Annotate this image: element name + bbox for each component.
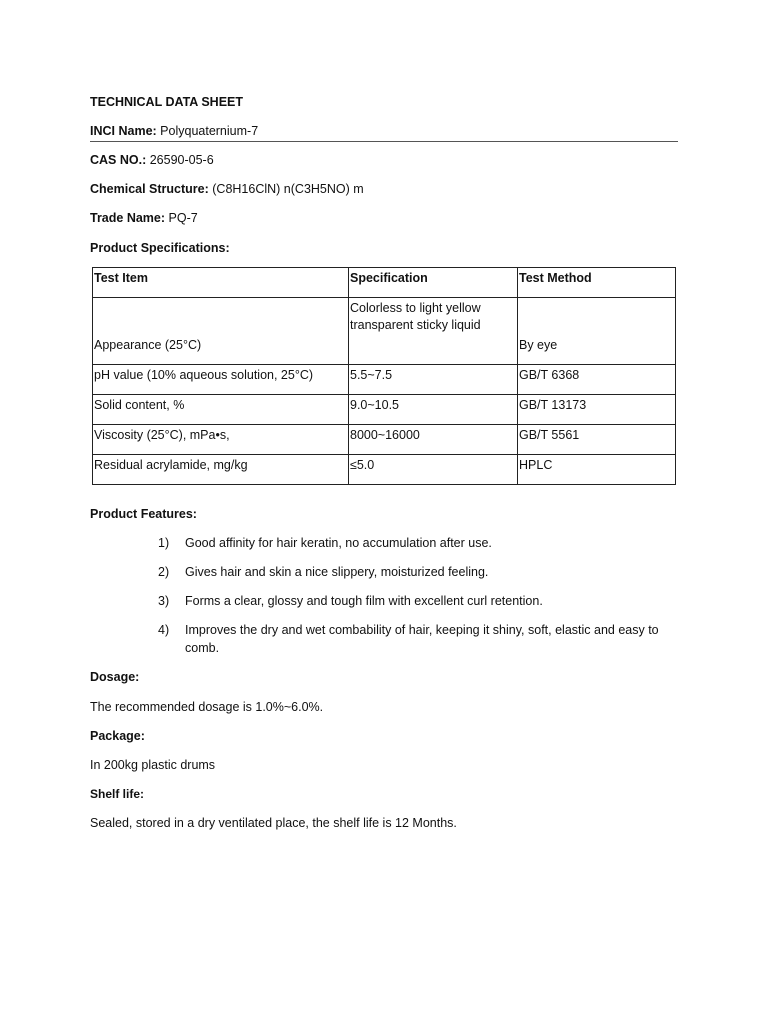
list-item-number: 1) [158,536,170,550]
table-row [93,425,676,455]
inci-name-line [90,123,258,139]
shelf-life-text: Sealed, stored in a dry ventilated place, the shelf life is 12 Months. [90,816,457,830]
specifications-table [92,267,676,485]
table-header-cell: Specification [349,268,518,298]
table-header-cell: Test Method [518,268,676,298]
table-row [93,365,676,395]
list-item-number: 3) [158,594,170,608]
document-title: TECHNICAL DATA SHEET [90,95,244,109]
table-cell: By eye [518,298,676,365]
table-cell: ≤5.0 [349,455,518,485]
table-cell: Residual acrylamide, mg/kg [93,455,349,485]
table-cell: pH value (10% aqueous solution, 25°C) [93,365,349,395]
package-heading: Package: [90,729,145,743]
trade-name-value: PQ-7 [168,211,198,225]
product-specifications-heading: Product Specifications: [90,241,230,255]
package-text: In 200kg plastic drums [90,758,216,772]
chemical-structure-label: Chemical Structure: [90,182,209,196]
cas-number-value: 26590-05-6 [149,153,214,167]
list-item-text: Improves the dry and wet combability of hair, keeping it shiny, soft, elastic and easy to comb. [185,623,659,655]
table-cell: Solid content, % [93,395,349,425]
table-cell: Colorless to light yellow transparent sticky liquid [349,298,518,365]
table-row [93,298,676,365]
dosage-heading: Dosage: [90,670,140,684]
table-cell: HPLC [518,455,676,485]
table-cell: GB/T 6368 [518,365,676,395]
table-header-row [93,268,676,298]
table-row [93,395,676,425]
cas-number-label: CAS NO.: [90,153,147,167]
table-cell: Appearance (25°C) [93,298,349,365]
table-cell: GB/T 5561 [518,425,676,455]
list-item-text: Gives hair and skin a nice slippery, moisturized feeling. [185,565,489,579]
inci-name-value: Polyquaternium-7 [160,124,259,138]
list-item-text: Forms a clear, glossy and tough film with excellent curl retention. [185,594,543,608]
table-cell: 9.0~10.5 [349,395,518,425]
list-item-number: 2) [158,565,170,579]
list-item-text: Good affinity for hair keratin, no accumulation after use. [185,536,492,550]
table-row [93,455,676,485]
chemical-structure-line [90,181,364,197]
table-header-cell: Test Item [93,268,349,298]
trade-name-line [90,210,198,226]
dosage-text: The recommended dosage is 1.0%~6.0%. [90,700,324,714]
table-cell: Viscosity (25°C), mPa•s, [93,425,349,455]
inci-name-label: INCI Name: [90,124,157,138]
trade-name-label: Trade Name: [90,211,166,225]
header-divider [90,141,678,142]
chemical-structure-value: (C8H16ClN) n(C3H5NO) m [212,182,364,196]
table-cell: 5.5~7.5 [349,365,518,395]
list-item-number: 4) [158,623,170,637]
table-cell: 8000~16000 [349,425,518,455]
table-cell: GB/T 13173 [518,395,676,425]
shelf-life-heading: Shelf life: [90,787,145,801]
cas-number-line [90,152,214,168]
product-features-heading: Product Features: [90,507,197,521]
